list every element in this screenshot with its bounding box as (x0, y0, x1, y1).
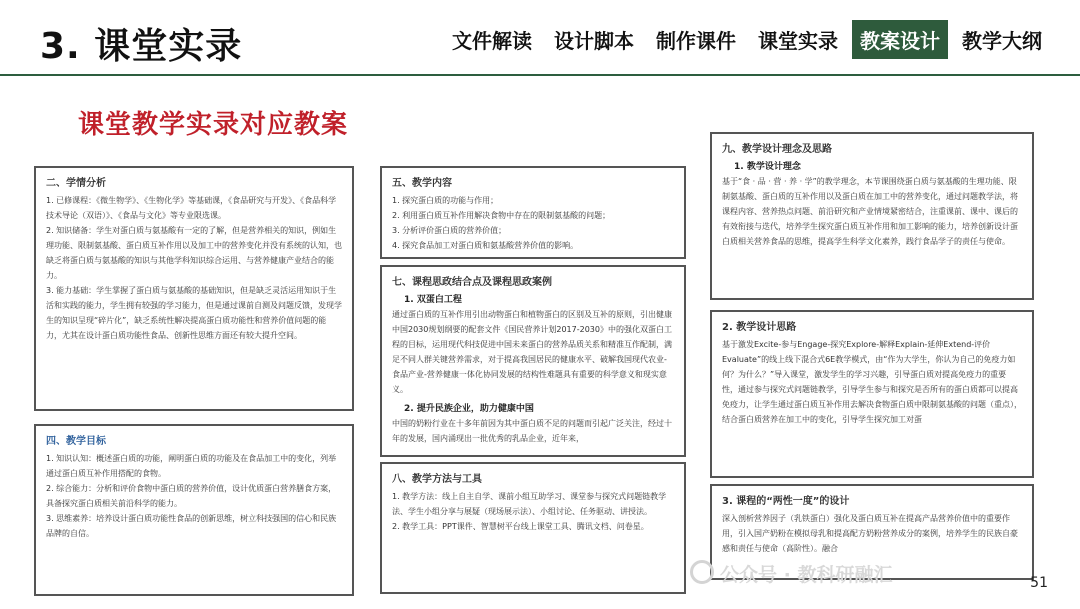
methods-tools-p1: 1. 教学方法：线上自主自学、课前小组互助学习、课堂参与探究式问题链教学法、学生小组分享与展疑（现场展示法）、小组讨论、任务驱动、讲授法。 (392, 492, 667, 516)
methods-tools-p2: 2. 教学工具：PPT课件、智慧树平台线上课堂工具、腾讯文档、问卷星。 (392, 522, 649, 531)
student-analysis-p3: 3. 能力基础：学生掌握了蛋白质与氨基酸的基础知识，但是缺乏灵活运用知识于生活和实践的能力，学生拥有较强的学习能力，但是通过课前自测及问题反馈，发现学生的知识呈现“碎片化”，缺乏系统性解决提高蛋白质功能性和营养价值问题的能力，尤其在设计蛋白质功能性食品、创新性思维方面还有较大提升空间。 (46, 286, 342, 340)
ideology-case-title: 七、课程思政结合点及课程思政案例 (392, 277, 552, 288)
tab-make-courseware[interactable]: 制作课件 (656, 29, 736, 53)
slide-title: 3. 课堂实录 (40, 26, 243, 67)
ideology-case-p1: 通过蛋白质的互补作用引出动物蛋白和植物蛋白的区别及互补的原则，引出健康中国2030规划纲要的配套文件《国民营养计划2017-2030》中的强化双蛋白工程的目标，运用现代科技促进中国未来蛋白的营养品质关系和精准互作配制，满足不同人群关键营养需求，对于提高我国居民的健康水平、破解我国现代农业-食品产业-营养健康一体化协同发展的结构性难题具有重要的科学意义和现实意义。 (392, 310, 672, 394)
watermark: 公众号 · 教科研融汇 (720, 564, 893, 586)
tab-class-record[interactable]: 课堂实录 (758, 29, 838, 53)
tab-syllabus[interactable]: 教学大纲 (962, 29, 1042, 53)
teaching-goals-p1: 1. 知识认知：概述蛋白质的功能，阐明蛋白质的功能及在食品加工中的变化，列举通过蛋白质互补作用搭配的食物。 (46, 454, 337, 478)
teaching-content-title: 五、教学内容 (392, 178, 452, 189)
page-number: 51 (1030, 575, 1048, 591)
design-concept-p1: 基于“食 · 品 · 营 · 养 · 学”的教学理念，本节课围绕蛋白质与氨基酸的生理功能、限制氨基酸、蛋白质的互补作用以及蛋白质在加工中的营养变化，通过问题教学法，将课程内容、营养热点问题、前沿研究和产业情境紧密结合，注重课前、课中、课后的有效衔接与迭代，培养学生探究蛋白质互补作用和加工影响的能力，培养创新设计蛋白质相关营养食品的思维，提高学生科学文化素养，践行食品学子的责任与使命。 (722, 177, 1018, 246)
ideology-case-sub1: 1. 双蛋白工程 (404, 295, 462, 305)
design-concept-box (710, 132, 1034, 300)
design-approach-title: 2. 教学设计思路 (722, 322, 797, 333)
tab-lesson-plan-design[interactable]: 教案设计 (852, 20, 948, 59)
design-approach-box (710, 310, 1034, 478)
section-nav (444, 20, 1050, 59)
student-analysis-p1: 1. 已修课程：《微生物学》、《生物化学》等基础课，《食品研究与开发》、《食品科学技术导论（双语）》、《食品与文化》等专业限选课。 (46, 196, 337, 220)
methods-tools-box (380, 462, 686, 594)
student-analysis-p2: 2. 知识储备：学生对蛋白质与氨基酸有一定的了解，但是营养相关的知识，例如生理功能、限制氨基酸、蛋白质互补作用以及加工中的营养变化并没有系统的认知，也缺乏将蛋白质与氨基酸的知识与其他学科知识综合运用、与营养健康产业结合的能力。 (46, 226, 342, 280)
teaching-goals-p3: 3. 思维素养：培养设计蛋白质功能性食品的创新思维，树立科技强国的信心和民族品牌的自信。 (46, 514, 337, 538)
document-heading: 课堂教学实录对应教案 (78, 110, 349, 140)
teaching-goals-title: 四、教学目标 (46, 436, 106, 447)
teaching-content-box (380, 166, 686, 259)
teaching-content-item: 2. 利用蛋白质互补作用解决食物中存在的限制氨基酸的问题； (392, 211, 611, 220)
two-natures-title: 3. 课程的“两性一度”的设计 (722, 496, 850, 507)
ideology-case-sub2: 2. 提升民族企业，助力健康中国 (404, 404, 534, 414)
tab-file-interpretation[interactable]: 文件解读 (452, 29, 532, 53)
title-divider (0, 74, 1080, 76)
teaching-content-item: 4. 探究食品加工对蛋白质和氨基酸营养价值的影响。 (392, 241, 579, 250)
teaching-goals-box (34, 424, 354, 596)
design-concept-sub1: 1. 教学设计理念 (734, 162, 801, 172)
teaching-content-item: 3. 分析评价蛋白质的营养价值； (392, 226, 507, 235)
methods-tools-title: 八、教学方法与工具 (392, 474, 482, 485)
ideology-case-box (380, 265, 686, 457)
student-analysis-title: 二、学情分析 (46, 178, 106, 189)
ideology-case-p2: 中国的奶粉行业在十多年前因为其中蛋白质不足的问题而引起广泛关注，经过十年的发展，国内涌现出一批优秀的乳品企业，近年来， (392, 419, 672, 443)
student-analysis-box (34, 166, 354, 411)
wechat-icon (690, 560, 714, 584)
two-natures-p1: 深入剖析营养因子（乳铁蛋白）强化及蛋白质互补在提高产品营养价值中的重要作用，引入国产奶粉在模拟母乳和提高配方奶粉营养成分的案例，培养学生的民族自豪感和责任与使命（高阶性）。融合 (722, 514, 1018, 553)
design-concept-title: 九、教学设计理念及思路 (722, 144, 832, 155)
teaching-content-item: 1. 探究蛋白质的功能与作用； (392, 196, 499, 205)
teaching-goals-p2: 2. 综合能力：分析和评价食物中蛋白质的营养价值，设计优质蛋白营养膳食方案，具备探究蛋白质相关前沿科学的能力。 (46, 484, 337, 508)
tab-design-script[interactable]: 设计脚本 (554, 29, 634, 53)
design-approach-p1: 基于激发Excite-参与Engage-探究Explore-解释Explain-延伸Extend-评价Evaluate”的线上线下混合式6E教学模式，由“作为大学生，你认为自己的免疫力如何？为什么？”导入课堂，激发学生的学习兴趣，引导蛋白质对提高免疫力的重要性，通过参与探究式问题链教学，引导学生参与和探究是否所有的蛋白质都可以提高免疫力，让学生通过蛋白质互补作用去解决食物蛋白质中限制氨基酸的问题（重点），结合蛋白质营养在加工中的变化，引导学生探究加工对蛋 (722, 340, 1022, 424)
